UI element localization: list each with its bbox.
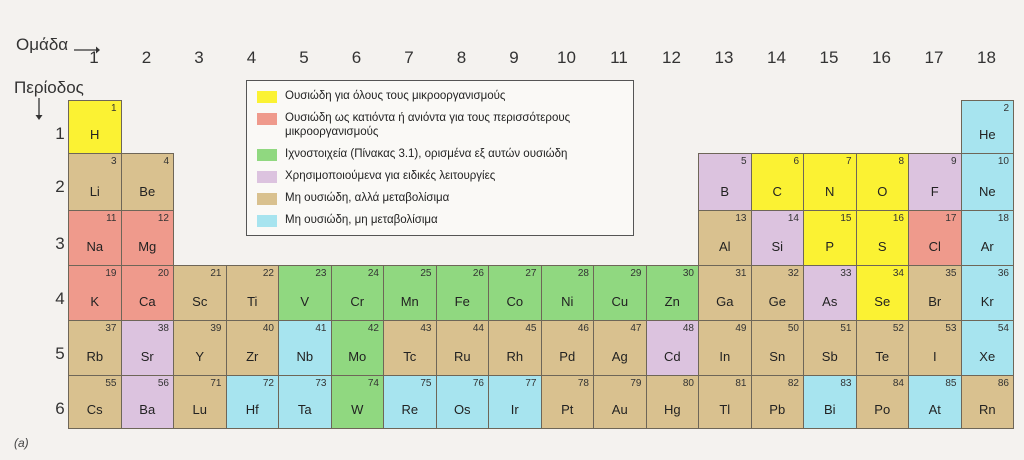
- element-symbol: Hf: [245, 402, 259, 417]
- group-number: 9: [509, 48, 519, 67]
- element-cell-se: [856, 265, 910, 321]
- element-symbol: Po: [874, 402, 891, 417]
- element-symbol: B: [720, 184, 730, 199]
- atomic-number: 4: [163, 156, 169, 167]
- element-cell-sn: [751, 320, 805, 376]
- element-symbol: Te: [875, 349, 890, 364]
- group-number: 18: [977, 48, 996, 67]
- atomic-number: 76: [472, 378, 484, 389]
- element-cell-sc: [173, 265, 227, 321]
- element-cell-in: [698, 320, 752, 376]
- atomic-number: 45: [525, 323, 537, 334]
- element-symbol: Cl: [928, 239, 941, 254]
- atomic-number: 84: [892, 378, 904, 389]
- element-symbol: N: [825, 184, 835, 199]
- element-cell-ar: [961, 210, 1015, 266]
- atomic-number: 39: [210, 323, 222, 334]
- element-symbol: Zr: [246, 349, 259, 364]
- element-cell-o: [856, 153, 910, 211]
- element-cell-tc: [383, 320, 437, 376]
- period-number: 5: [55, 344, 65, 363]
- element-cell-ge: [751, 265, 805, 321]
- element-cell-al: [698, 210, 752, 266]
- atomic-number: 73: [315, 378, 327, 389]
- atomic-number: 10: [997, 156, 1009, 167]
- element-cell-ga: [698, 265, 752, 321]
- element-symbol: Os: [453, 402, 471, 417]
- atomic-number: 48: [682, 323, 694, 334]
- element-symbol: Br: [928, 294, 942, 309]
- element-cell-pb: [751, 375, 805, 429]
- atomic-number: 6: [793, 156, 799, 167]
- element-symbol: Tc: [403, 349, 417, 364]
- element-cell-li: [68, 153, 122, 211]
- group-number: 8: [456, 48, 467, 67]
- element-cell-i: [908, 320, 962, 376]
- period-number: 6: [55, 399, 65, 418]
- atomic-number: 33: [840, 268, 852, 279]
- atomic-number: 78: [577, 378, 589, 389]
- element-cell-re: [383, 375, 437, 429]
- group-number: 14: [767, 48, 786, 67]
- atomic-number: 86: [997, 378, 1009, 389]
- element-symbol: W: [351, 402, 364, 417]
- element-cell-po: [856, 375, 910, 429]
- element-symbol: Cd: [663, 349, 681, 364]
- atomic-number: 29: [630, 268, 642, 279]
- group-number: 17: [924, 48, 944, 67]
- atomic-number: 71: [210, 378, 222, 389]
- legend-swatch: [257, 171, 277, 183]
- element-symbol: Tl: [719, 402, 731, 417]
- element-symbol: Ag: [611, 349, 628, 364]
- element-cell-na: [68, 210, 122, 266]
- element-cell-tl: [698, 375, 752, 429]
- atomic-number: 77: [525, 378, 537, 389]
- element-cell-be: [121, 153, 175, 211]
- element-cell-sr: [121, 320, 175, 376]
- figure-caption: (a): [14, 436, 29, 450]
- group-number: 3: [194, 48, 204, 67]
- element-cell-cs: [68, 375, 122, 429]
- element-symbol: Ga: [716, 294, 734, 309]
- element-cell-ca: [121, 265, 175, 321]
- atomic-number: 44: [472, 323, 484, 334]
- atomic-number: 23: [315, 268, 327, 279]
- element-cell-rh: [488, 320, 542, 376]
- atomic-number: 18: [997, 213, 1009, 224]
- atomic-number: 47: [630, 323, 642, 334]
- element-symbol: Zn: [664, 294, 680, 309]
- element-cell-mo: [331, 320, 385, 376]
- atomic-number: 19: [105, 268, 117, 279]
- period-number: 4: [55, 289, 65, 308]
- atomic-number: 13: [735, 213, 747, 224]
- element-symbol: C: [772, 184, 782, 199]
- element-cell-os: [436, 375, 490, 429]
- group-number: 10: [557, 48, 576, 67]
- period-number: 2: [55, 177, 65, 196]
- atomic-number: 1: [110, 103, 117, 114]
- element-cell-h: [68, 100, 122, 154]
- atomic-number: 85: [945, 378, 957, 389]
- element-symbol: V: [300, 294, 310, 309]
- group-number: 12: [662, 48, 681, 67]
- element-symbol: O: [877, 184, 888, 199]
- element-cell-n: [803, 153, 857, 211]
- group-number: 1: [89, 48, 99, 67]
- atomic-number: 35: [945, 268, 957, 279]
- element-cell-hg: [646, 375, 700, 429]
- element-symbol: F: [930, 184, 939, 199]
- atomic-number: 14: [787, 213, 799, 224]
- element-cell-c: [751, 153, 805, 211]
- element-symbol: Y: [195, 349, 205, 364]
- element-cell-pt: [541, 375, 595, 429]
- atomic-number: 7: [845, 156, 852, 167]
- element-symbol: H: [90, 127, 100, 142]
- element-cell-k: [68, 265, 122, 321]
- atomic-number: 55: [105, 378, 117, 389]
- group-number: 16: [872, 48, 891, 67]
- element-symbol: Lu: [192, 402, 207, 417]
- element-cell-zr: [226, 320, 280, 376]
- element-cell-fe: [436, 265, 490, 321]
- element-cell-p: [803, 210, 857, 266]
- element-symbol: Mo: [348, 349, 367, 364]
- period-number: 3: [55, 234, 65, 253]
- legend-label: Χρησιμοποιούμενα για ειδικές λειτουργίες: [285, 170, 496, 182]
- atomic-number: 12: [157, 213, 169, 224]
- atomic-number: 11: [106, 213, 117, 224]
- element-symbol: Mn: [400, 294, 419, 309]
- element-cell-cd: [646, 320, 700, 376]
- element-cell-au: [593, 375, 647, 429]
- element-cell-zn: [646, 265, 700, 321]
- atomic-number: 50: [787, 323, 799, 334]
- legend-swatch: [257, 215, 277, 227]
- element-symbol: Na: [86, 239, 104, 254]
- element-cell-cu: [593, 265, 647, 321]
- atomic-number: 80: [682, 378, 694, 389]
- element-symbol: Sc: [192, 294, 208, 309]
- atomic-number: 20: [157, 268, 169, 279]
- legend-label: Μη ουσιώδη, μη μεταβολίσιμα: [285, 214, 438, 226]
- atomic-number: 81: [735, 378, 747, 389]
- element-symbol: Pt: [561, 402, 574, 417]
- element-cell-ni: [541, 265, 595, 321]
- element-symbol: Ir: [510, 402, 519, 417]
- element-symbol: Be: [139, 184, 156, 199]
- group-axis-title: Ομάδα: [16, 35, 69, 54]
- atomic-number: 5: [740, 156, 747, 167]
- element-symbol: P: [825, 239, 835, 254]
- legend: [246, 80, 634, 236]
- element-cell-xe: [961, 320, 1015, 376]
- element-symbol: In: [719, 349, 731, 364]
- element-cell-pd: [541, 320, 595, 376]
- atomic-number: 25: [420, 268, 432, 279]
- group-number: 11: [610, 48, 628, 67]
- atomic-number: 83: [840, 378, 852, 389]
- element-cell-cl: [908, 210, 962, 266]
- atomic-number: 52: [892, 323, 904, 334]
- element-cell-co: [488, 265, 542, 321]
- element-cell-w: [331, 375, 385, 429]
- atomic-number: 17: [945, 213, 957, 224]
- element-cell-ir: [488, 375, 542, 429]
- atomic-number: 36: [997, 268, 1009, 279]
- element-symbol: Ni: [561, 294, 574, 309]
- element-symbol: Au: [611, 402, 628, 417]
- atomic-number: 38: [157, 323, 169, 334]
- element-cell-rb: [68, 320, 122, 376]
- element-cell-ag: [593, 320, 647, 376]
- element-cell-s: [856, 210, 910, 266]
- element-cell-ne: [961, 153, 1015, 211]
- atomic-number: 34: [892, 268, 904, 279]
- group-number: 13: [714, 48, 734, 67]
- atomic-number: 37: [105, 323, 117, 334]
- atomic-number: 8: [898, 156, 904, 167]
- element-cell-nb: [278, 320, 332, 376]
- element-symbol: Fe: [454, 294, 470, 309]
- element-symbol: Mg: [138, 239, 157, 254]
- element-symbol: Ge: [768, 294, 786, 309]
- atomic-number: 79: [630, 378, 642, 389]
- atomic-number: 51: [840, 323, 852, 334]
- element-cell-rn: [961, 375, 1015, 429]
- element-cell-bi: [803, 375, 857, 429]
- element-symbol: Rb: [86, 349, 104, 364]
- element-symbol: Ne: [978, 184, 996, 199]
- element-symbol: Rn: [978, 402, 996, 417]
- element-symbol: Cu: [611, 294, 629, 309]
- group-number: 15: [819, 48, 839, 67]
- legend-label: Ουσιώδη για όλους τους μικροοργανισμούς: [285, 90, 506, 102]
- element-symbol: Nb: [296, 349, 314, 364]
- atomic-number: 26: [472, 268, 484, 279]
- atomic-number: 3: [110, 156, 117, 167]
- element-symbol: Cs: [86, 402, 103, 417]
- element-symbol: Ar: [980, 239, 994, 254]
- atomic-number: 53: [945, 323, 957, 334]
- element-symbol: Sr: [140, 349, 154, 364]
- element-cell-cr: [331, 265, 385, 321]
- legend-swatch: [257, 113, 277, 125]
- atomic-number: 16: [892, 213, 904, 224]
- atomic-number: 42: [367, 323, 379, 334]
- element-cell-hf: [226, 375, 280, 429]
- element-symbol: Bi: [823, 402, 836, 417]
- atomic-number: 2: [1003, 103, 1009, 114]
- element-cell-lu: [173, 375, 227, 429]
- element-cell-ti: [226, 265, 280, 321]
- element-symbol: Ca: [138, 294, 156, 309]
- legend-label: Μη ουσιώδη, αλλά μεταβολίσιμα: [285, 192, 450, 204]
- element-cell-v: [278, 265, 332, 321]
- down-arrow-icon: [34, 98, 44, 120]
- element-symbol: Re: [401, 402, 419, 417]
- element-symbol: Cr: [350, 294, 365, 309]
- atomic-number: 22: [262, 268, 274, 279]
- atomic-number: 31: [735, 268, 747, 279]
- element-cell-te: [856, 320, 910, 376]
- atomic-number: 28: [577, 268, 589, 279]
- element-symbol: Rh: [506, 349, 524, 364]
- element-cell-ta: [278, 375, 332, 429]
- legend-label: Ιχνοστοιχεία (Πίνακας 3.1), ορισμένα εξ αυτών ουσιώδη: [285, 148, 568, 160]
- atomic-number: 43: [420, 323, 432, 334]
- element-symbol: Pd: [559, 349, 576, 364]
- atomic-number: 15: [840, 213, 852, 224]
- atomic-number: 49: [735, 323, 747, 334]
- atomic-number: 40: [262, 323, 274, 334]
- element-symbol: Ba: [139, 402, 156, 417]
- group-number: 2: [141, 48, 152, 67]
- element-cell-he: [961, 100, 1015, 154]
- element-cell-at: [908, 375, 962, 429]
- atomic-number: 72: [262, 378, 274, 389]
- atomic-number: 32: [787, 268, 799, 279]
- element-cell-br: [908, 265, 962, 321]
- atomic-number: 9: [950, 156, 957, 167]
- period-axis-title: Περίοδος: [14, 78, 84, 97]
- legend-swatch: [257, 193, 277, 205]
- legend-label: Ουσιώδη ως κατιόντα ή ανιόντα για τους περισσότερους μικροοργανισμούς: [285, 112, 571, 138]
- group-number: 5: [299, 48, 309, 67]
- element-cell-b: [698, 153, 752, 211]
- element-symbol: S: [877, 239, 887, 254]
- element-cell-si: [751, 210, 805, 266]
- atomic-number: 54: [997, 323, 1009, 334]
- element-symbol: Li: [89, 184, 100, 199]
- element-cell-sb: [803, 320, 857, 376]
- element-symbol: Co: [506, 294, 524, 309]
- element-symbol: Si: [771, 239, 784, 254]
- legend-swatch: [257, 149, 277, 161]
- element-symbol: Sb: [821, 349, 838, 364]
- element-cell-mg: [121, 210, 175, 266]
- atomic-number: 41: [315, 323, 327, 334]
- atomic-number: 56: [157, 378, 169, 389]
- element-cell-kr: [961, 265, 1015, 321]
- atomic-number: 27: [525, 268, 537, 279]
- element-cell-mn: [383, 265, 437, 321]
- element-symbol: Sn: [769, 349, 786, 364]
- element-symbol: Ta: [297, 402, 312, 417]
- element-symbol: As: [822, 294, 838, 309]
- element-symbol: At: [928, 402, 941, 417]
- element-cell-ru: [436, 320, 490, 376]
- atomic-number: 30: [682, 268, 694, 279]
- group-number: 4: [246, 48, 257, 67]
- atomic-number: 74: [367, 378, 379, 389]
- element-symbol: Ti: [247, 294, 258, 309]
- element-symbol: Pb: [769, 402, 786, 417]
- element-cell-y: [173, 320, 227, 376]
- element-cell-f: [908, 153, 962, 211]
- element-symbol: Hg: [663, 402, 681, 417]
- atomic-number: 75: [420, 378, 432, 389]
- group-number: 7: [404, 48, 414, 67]
- element-cell-ba: [121, 375, 175, 429]
- period-number: 1: [55, 124, 65, 143]
- element-symbol: He: [978, 127, 996, 142]
- element-symbol: K: [90, 294, 100, 309]
- element-symbol: Kr: [980, 294, 994, 309]
- atomic-number: 82: [787, 378, 799, 389]
- element-symbol: Al: [718, 239, 731, 254]
- legend-swatch: [257, 91, 277, 103]
- element-cell-as: [803, 265, 857, 321]
- group-number: 6: [351, 48, 362, 67]
- element-symbol: I: [932, 349, 937, 364]
- atomic-number: 24: [367, 268, 379, 279]
- element-symbol: Se: [874, 294, 891, 309]
- atomic-number: 21: [210, 268, 222, 279]
- atomic-number: 46: [577, 323, 589, 334]
- element-symbol: Xe: [979, 349, 996, 364]
- element-symbol: Ru: [453, 349, 471, 364]
